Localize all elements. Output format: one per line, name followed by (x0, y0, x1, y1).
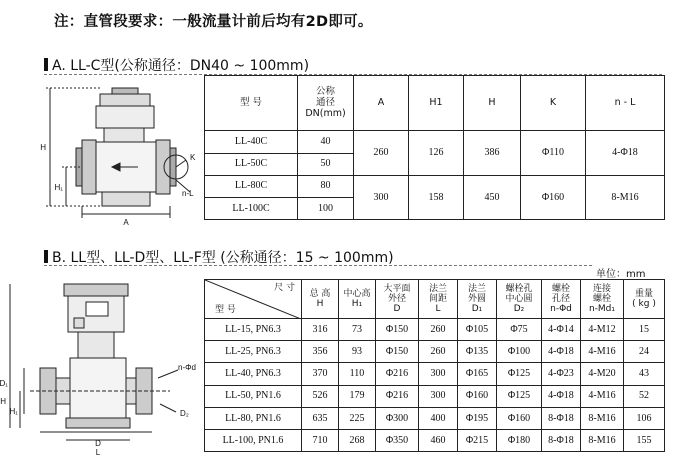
cell-d1: Φ135 (458, 341, 497, 363)
cell-d2: Φ125 (497, 385, 542, 407)
cell-d1: Φ105 (458, 319, 497, 341)
cell-weight: 155 (624, 429, 665, 451)
th-sym: ( kg ) (632, 299, 656, 310)
diagram-label-a: A (123, 218, 129, 227)
cell-d: Φ216 (376, 385, 419, 407)
diagram-label-h1: H₁ (9, 407, 18, 416)
cell-model: LL-40C (205, 131, 298, 153)
diagram-label-d2: D₂ (180, 409, 189, 418)
cell-dn: 80 (298, 175, 354, 197)
cell-d1: Φ195 (458, 407, 497, 429)
th-weight (624, 280, 665, 319)
th-sym: D₂ (513, 304, 525, 315)
cell-dn: 50 (298, 153, 354, 175)
cell-nl: 4-Φ18 (586, 131, 665, 175)
cell-weight: 15 (624, 319, 665, 341)
diagram-label-h: H (40, 143, 46, 152)
diagram-label-d: D (95, 439, 101, 448)
th-sym: L (435, 304, 441, 315)
cell-d: Φ216 (376, 363, 419, 385)
cell-nd: 8-Φ18 (542, 429, 581, 451)
cell-l: 400 (419, 407, 458, 429)
th-name: 总 高 (309, 288, 331, 299)
th-sym: D (393, 304, 401, 315)
section-b-title-text: B. LL型、LL-D型、LL-F型 (公称通径：15 ~ 100mm) (52, 250, 394, 266)
table-row (205, 341, 665, 363)
table-a (204, 75, 665, 220)
cell-d2: Φ100 (497, 341, 542, 363)
cell-d2: Φ180 (497, 429, 542, 451)
cell-a: 300 (354, 175, 409, 219)
cell-nmd: 8-M16 (581, 429, 624, 451)
th-name: 螺栓孔 中心圆 (505, 283, 533, 304)
th-bolt-hole (542, 280, 581, 319)
cell-model: LL-80, PN1.6 (205, 407, 302, 429)
cell-h1: 73 (339, 319, 376, 341)
th-name: 重量 (634, 288, 653, 299)
cell-d1: Φ165 (458, 363, 497, 385)
th-dims-label: 尺 寸 (274, 283, 295, 293)
table-row (205, 319, 665, 341)
th-sym: n-Φd (550, 304, 572, 315)
th-a: A (354, 76, 409, 131)
diagram-label-k: K (190, 153, 196, 162)
cell-l: 460 (419, 429, 458, 451)
table-row (205, 131, 665, 153)
cell-a: 260 (354, 131, 409, 175)
cell-h: 386 (464, 131, 521, 175)
th-dn: 公称 通径 DN(mm) (298, 76, 354, 131)
cell-weight: 52 (624, 385, 665, 407)
cell-d2: Φ160 (497, 407, 542, 429)
diagram-label-l: L (95, 448, 101, 457)
cell-h1: 179 (339, 385, 376, 407)
table-row (205, 363, 665, 385)
cell-l: 300 (419, 385, 458, 407)
cell-nmd: 4-M16 (581, 385, 624, 407)
cell-h1: 158 (409, 175, 464, 219)
cell-l: 300 (419, 363, 458, 385)
cell-d: Φ150 (376, 319, 419, 341)
unit-label: 单位：mm (596, 269, 646, 280)
cell-h: 710 (302, 429, 339, 451)
cell-d: Φ300 (376, 407, 419, 429)
cell-nmd: 4-M12 (581, 319, 624, 341)
cell-h1: 225 (339, 407, 376, 429)
th-model-label: 型 号 (215, 304, 236, 315)
section-a-title-text: A. LL-C型(公称通径：DN40 ~ 100mm) (52, 58, 310, 74)
th-bolt-circle (497, 280, 542, 319)
cell-nl: 8-M16 (586, 175, 665, 219)
cell-weight: 24 (624, 341, 665, 363)
cell-dn: 100 (298, 197, 354, 219)
cell-k: Φ160 (521, 175, 586, 219)
cell-model: LL-40, PN6.3 (205, 363, 302, 385)
table-row (205, 385, 665, 407)
th-name: 大平面 外径 (383, 283, 411, 304)
cell-nmd: 4-M20 (581, 363, 624, 385)
cell-h1: 268 (339, 429, 376, 451)
th-name: 中心高 (343, 288, 371, 299)
cell-l: 260 (419, 341, 458, 363)
diagram-label-h: H (0, 397, 6, 406)
table-row (205, 407, 665, 429)
cell-h: 316 (302, 319, 339, 341)
cell-dn: 40 (298, 131, 354, 153)
cell-d2: Φ75 (497, 319, 542, 341)
cell-h: 635 (302, 407, 339, 429)
th-model: 型 号 (205, 76, 298, 131)
th-face-diameter (376, 280, 419, 319)
cell-nd: 4-Φ23 (542, 363, 581, 385)
cell-nmd: 8-M16 (581, 407, 624, 429)
cell-model: LL-15, PN6.3 (205, 319, 302, 341)
diagram-label-nl: n-L (182, 189, 194, 198)
th-nl: n - L (586, 76, 665, 131)
cell-d: Φ350 (376, 429, 419, 451)
th-sym: H₁ (351, 299, 363, 310)
cell-h1: 126 (409, 131, 464, 175)
th-bolt (581, 280, 624, 319)
cell-h: 370 (302, 363, 339, 385)
th-sym: D₁ (471, 304, 483, 315)
cell-k: Φ110 (521, 131, 586, 175)
cell-d: Φ150 (376, 341, 419, 363)
cell-model: LL-100, PN1.6 (205, 429, 302, 451)
th-sym: n-Md₁ (588, 304, 616, 315)
th-corner (205, 280, 302, 319)
cell-h: 450 (464, 175, 521, 219)
cell-h1: 93 (339, 341, 376, 363)
th-center-height (339, 280, 376, 319)
th-name: 法兰 外圆 (467, 283, 486, 304)
diagram-label-d1: D₁ (0, 379, 8, 388)
cell-weight: 43 (624, 363, 665, 385)
diagram-label-h1: H₁ (54, 183, 63, 192)
cell-nd: 8-Φ18 (542, 407, 581, 429)
cell-h: 526 (302, 385, 339, 407)
cell-h: 356 (302, 341, 339, 363)
cell-model: LL-50C (205, 153, 298, 175)
th-sym: H (316, 299, 324, 310)
cell-weight: 106 (624, 407, 665, 429)
cell-model: LL-100C (205, 197, 298, 219)
cell-d2: Φ125 (497, 363, 542, 385)
requirement-note: 注：直管段要求：一般流量计前后均有2D即可。 (54, 14, 373, 30)
cell-nd: 4-Φ18 (542, 385, 581, 407)
th-total-height (302, 280, 339, 319)
cell-nd: 4-Φ18 (542, 341, 581, 363)
th-k: K (521, 76, 586, 131)
th-name: 连接 螺栓 (592, 283, 611, 304)
th-h1: H1 (409, 76, 464, 131)
th-name: 法兰 间距 (428, 283, 447, 304)
flowmeter-ll-diagram (0, 0, 204, 466)
cell-model: LL-25, PN6.3 (205, 341, 302, 363)
th-h: H (464, 76, 521, 131)
table-row (205, 429, 665, 451)
cell-l: 260 (419, 319, 458, 341)
cell-h1: 110 (339, 363, 376, 385)
diagram-label-nd: n-Φd (178, 363, 196, 372)
cell-model: LL-80C (205, 175, 298, 197)
table-b (204, 279, 665, 452)
th-flange-spacing (419, 280, 458, 319)
cell-d1: Φ160 (458, 385, 497, 407)
cell-nd: 4-Φ14 (542, 319, 581, 341)
cell-nmd: 4-M16 (581, 341, 624, 363)
table-row (205, 175, 665, 197)
th-name: 螺栓 孔径 (551, 283, 570, 304)
th-flange-outer (458, 280, 497, 319)
cell-model: LL-50, PN1.6 (205, 385, 302, 407)
cell-d1: Φ215 (458, 429, 497, 451)
